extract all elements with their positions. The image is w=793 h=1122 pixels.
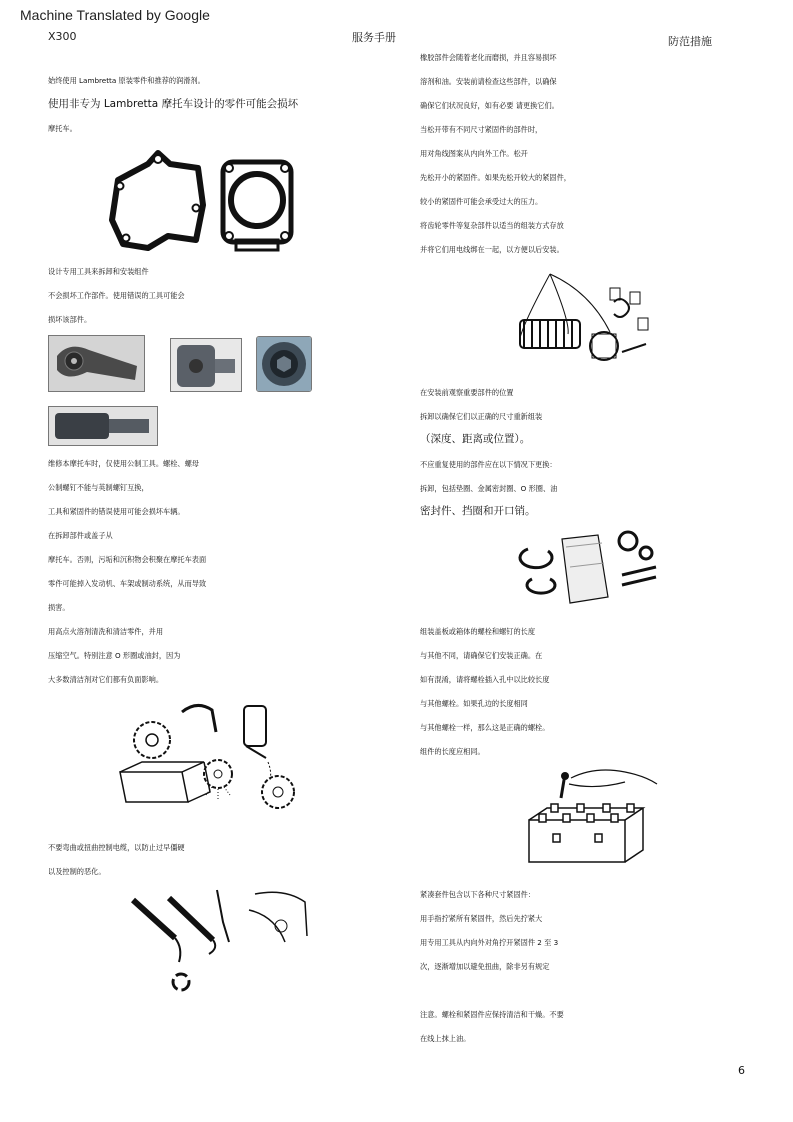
rubber-line-2: 溶剂和油。安装前请检查这些部件，以确保	[420, 77, 557, 86]
covers-line-2: 摩托车。否则，污垢和沉积物会积聚在摩托车表面	[48, 555, 207, 564]
loosen-line-4: 较小的紧固件可能会承受过大的压力。	[420, 197, 543, 206]
paragraph-genuine-parts: 始终使用 Lambretta 原装零件和推荐的润滑剂。	[48, 76, 205, 85]
loosen-line-1: 当松开带有不同尺寸紧固件的部件时，	[420, 125, 543, 134]
cables-line-2: 以及控制的恶化。	[48, 867, 106, 876]
cleaning-line-2: 压缩空气。特别注意 O 形圈或油封，因为	[48, 651, 181, 660]
observe-line-1: 在安装前观察重要部件的位置	[420, 388, 514, 397]
replace-line-1: 不应重复使用的部件应在以下情况下更换：	[420, 460, 557, 469]
section-title: 防范措施	[668, 35, 712, 48]
bolt-comparison-illustration	[525, 768, 660, 866]
special-tool-photo-3	[256, 336, 312, 392]
metric-tools-line-1: 维修本摩托车时，仅使用公制工具。螺栓、螺母	[48, 459, 199, 468]
bolt-length-line-6: 组件的长度应相同。	[420, 747, 485, 756]
tighten-line-2: 用手指拧紧所有紧固件，然后先拧紧大	[420, 914, 543, 923]
paragraph-non-genuine-warning: 使用非专为 Lambretta 摩托车设计的零件可能会损坏	[48, 98, 299, 110]
metric-tools-line-2: 公制螺钉不能与英制螺钉互换，	[48, 483, 149, 492]
store-parts-line-1: 将齿轮零件等复杂部件以适当的组装方式存放	[420, 221, 564, 230]
rubber-line-3: 确保它们状况良好，如有必要 请更换它们。	[420, 101, 559, 110]
bolt-length-line-1: 组装盖板或箱体的螺栓和螺钉的长度	[420, 627, 536, 636]
observe-line-2: 拆卸以确保它们以正确的尺寸重新组装	[420, 412, 543, 421]
cleaning-parts-illustration	[112, 692, 312, 824]
replace-line-2: 拆卸，包括垫圈、金属密封圈、O 形圈、油	[420, 484, 558, 493]
cables-line-1: 不要弯曲或扭曲控制电缆，以防止过早僵硬	[48, 843, 185, 852]
note-line-2: 在线上抹上油。	[420, 1034, 471, 1043]
special-tool-photo-4	[48, 406, 158, 446]
special-tool-photo-1	[48, 335, 145, 392]
seals-and-rings-illustration	[510, 527, 670, 605]
loosen-line-2: 用对角线图案从内向外工作。松开	[420, 149, 528, 158]
cleaning-line-1: 用高点火溶剂清洗和清洁零件，并用	[48, 627, 164, 636]
tighten-line-3: 用专用工具从内向外对角拧开紧固件 2 至 3	[420, 938, 559, 947]
store-parts-line-2: 并将它们用电线绑在一起，以方便以后安装。	[420, 245, 564, 254]
covers-line-1: 在拆卸部件或盖子从	[48, 531, 113, 540]
tighten-line-1: 紧凑套件包含以下各种尺寸紧固件：	[420, 890, 536, 899]
note-line-1: 注意。螺栓和紧固件应保持清洁和干燥。不要	[420, 1010, 564, 1019]
replace-line-3: 密封件、挡圈和开口销。	[420, 505, 536, 517]
bolt-length-line-5: 与其他螺栓一样，那么这是正确的螺栓。	[420, 723, 550, 732]
covers-line-3: 零件可能掉入发动机、车架或制动系统，从而导致	[48, 579, 207, 588]
tools-line-1: 设计专用工具来拆卸和安装组件	[48, 267, 149, 276]
observe-line-3: （深度、距离或位置）。	[420, 433, 531, 445]
machine-translation-banner: Machine Translated by Google	[20, 7, 210, 23]
metric-tools-line-3: 工具和紧固件的错误使用可能会损坏车辆。	[48, 507, 185, 516]
bolt-length-line-4: 与其他螺栓。如果孔边的长度相同	[420, 699, 528, 708]
control-cable-illustration	[125, 882, 315, 994]
cleaning-line-3: 大多数清洁剂对它们都有负面影响。	[48, 675, 164, 684]
gaskets-illustration	[108, 150, 298, 260]
tools-line-2: 不会损坏工作部件。使用错误的工具可能会	[48, 291, 185, 300]
special-tool-photo-2	[170, 338, 242, 392]
loosen-line-3: 先松开小的紧固件。如果先松开较大的紧固件，	[420, 173, 571, 182]
rubber-line-1: 橡胶部件会随着老化而磨损，并且容易损坏	[420, 53, 557, 62]
paragraph-motorcycle: 摩托车。	[48, 124, 77, 133]
bolt-length-line-3: 如有混淆，请将螺栓插入孔中以比较长度	[420, 675, 550, 684]
bolt-length-line-2: 与其他不同，请确保它们安装正确。在	[420, 651, 543, 660]
tied-gear-parts-illustration	[510, 262, 660, 374]
page-number: 6	[738, 1064, 745, 1077]
covers-line-4: 损害。	[48, 603, 70, 612]
tighten-line-4: 次，逐渐增加以避免扭曲，除非另有规定	[420, 962, 550, 971]
manual-title: 服务手册	[352, 31, 396, 44]
model-label: X300	[48, 30, 77, 43]
tools-line-3: 损坏该部件。	[48, 315, 92, 324]
